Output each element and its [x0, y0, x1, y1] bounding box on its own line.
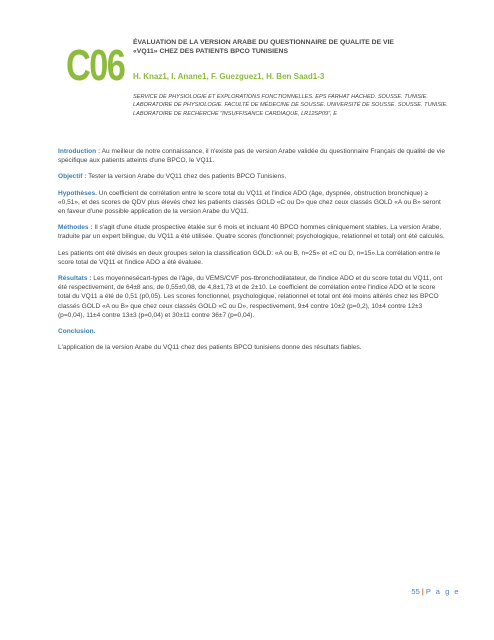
hypotheses-text: Un coefficient de corrélation entre le score total du VQ11 et l'indice ADO (âge, dyspnée, obstruction bronchique) ≥ «0,51», et des scores de QDV plus élevés chez les patients classés GOLD «C ou D» que chez ceux classés GOLD «A ou B» seront en faveur d'une possible application de la version Arabe du VQ11.	[58, 189, 441, 216]
methods-paragraph	[58, 223, 448, 241]
abstract-code: C06	[66, 41, 125, 90]
title-line-2: «VQ11» CHEZ DES PATIENTS BPCO TUNISIENS	[133, 48, 288, 55]
hypotheses-paragraph	[58, 189, 448, 217]
objective-paragraph	[58, 172, 448, 181]
conclusion-text: L'application de la version Arabe du VQ11 chez des patients BPCO tunisiens donne des résultats fiables.	[58, 344, 362, 352]
title-line-1: ÉVALUATION DE LA VERSION ARABE DU QUESTIONNAIRE DE QUALITE DE VIE	[133, 39, 394, 46]
abstract-title	[133, 38, 463, 56]
results-label: Résultats :	[58, 275, 92, 283]
conclusion-heading: Conclusion.	[58, 328, 96, 336]
introduction-label: Introduction :	[58, 148, 101, 155]
objective-label: Objectif :	[58, 173, 87, 181]
methods-text: Il s'agit d'une étude prospective étalée sur 6 mois et incluant 40 BPCO hommes cliniquement stables. La version Arabe, traduite par un expert bilingue, du VQ11 a été utilisée. Quatre scores (fonctionnel; psychologique, relationnel et total) ont été calculés.	[58, 224, 445, 241]
affiliation-2: LABORATOIRE DE PHYSIOLOGIE. FACULTÉ DE MÉDECINE DE SOUSSE. UNIVERSITÉ DE SOUSSE. SOUSSE. TUNISIE.	[133, 102, 448, 109]
page-number: 55	[411, 587, 420, 596]
introduction-paragraph	[58, 147, 448, 165]
affiliations	[133, 93, 473, 118]
page-word: P a g e	[425, 587, 460, 596]
abstract-body	[58, 147, 448, 359]
results-paragraph	[58, 274, 448, 320]
introduction-text: Au meilleur de notre connaissance, il n'existe pas de version Arabe validée du questionnaire Français de qualité de vie spécifique aux patients atteints d'une BPCO, le VQ11.	[58, 148, 445, 165]
results-text: Les moyennesécart-types de l'âge, du VEMS/CVF pos-tbronchodilatateur, de l'indice ADO et du score total du VQ11, ont été respectivement, de 64±8 ans, de 0,55±0,08, de 4,8±1,73 et de 2±10. Le coefficient de corrélation entre l'indice ADO et le score total du VQ11 a été de 0,51 (p0,05). Les scores fonctionnel, psychologique, relationnel et total ont été moins altérés chez les BPCO classés GOLD «A ou B» que chez ceux classés GOLD «C ou D», respectivement, 9±4 contre 10±2 (p=0,2), 10±4 contre 12±3 (p=0,04), 11±4 contre 13±3 (p=0,04) et 30±11 contre 36±7 (p=0,04).	[58, 275, 443, 319]
footer-separator: |	[421, 587, 424, 596]
affiliation-1: SERVICE DE PHYSIOLOGIE ET EXPLORATIONS FONCTIONNELLES. EPS FARHAT HACHED. SOUSSE. TUNISIE.	[133, 94, 428, 100]
objective-text: Tester la version Arabe du VQ11 chez des patients BPCO Tunisiens.	[86, 173, 287, 181]
groups-paragraph: Les patients ont été divisés en deux groupes selon la classification GOLD: «A ou B, n=25» et «C ou D, n=15».La corrélation entre le score total de VQ11 et l'indice ADO a été évaluée.	[58, 249, 441, 266]
affiliation-3: LABORATOIRE DE RECHERCHE "INSUFFISANCE CARDIAQUE, LR12SP09", E	[133, 110, 337, 117]
methods-label: Méthodes :	[58, 224, 93, 232]
page-footer	[411, 587, 460, 596]
hypotheses-label: Hypothèses.	[58, 189, 97, 197]
author-list: H. Knaz1, I. Anane1, F. Guezguez1, H. Ben Saad1-3	[133, 72, 325, 81]
